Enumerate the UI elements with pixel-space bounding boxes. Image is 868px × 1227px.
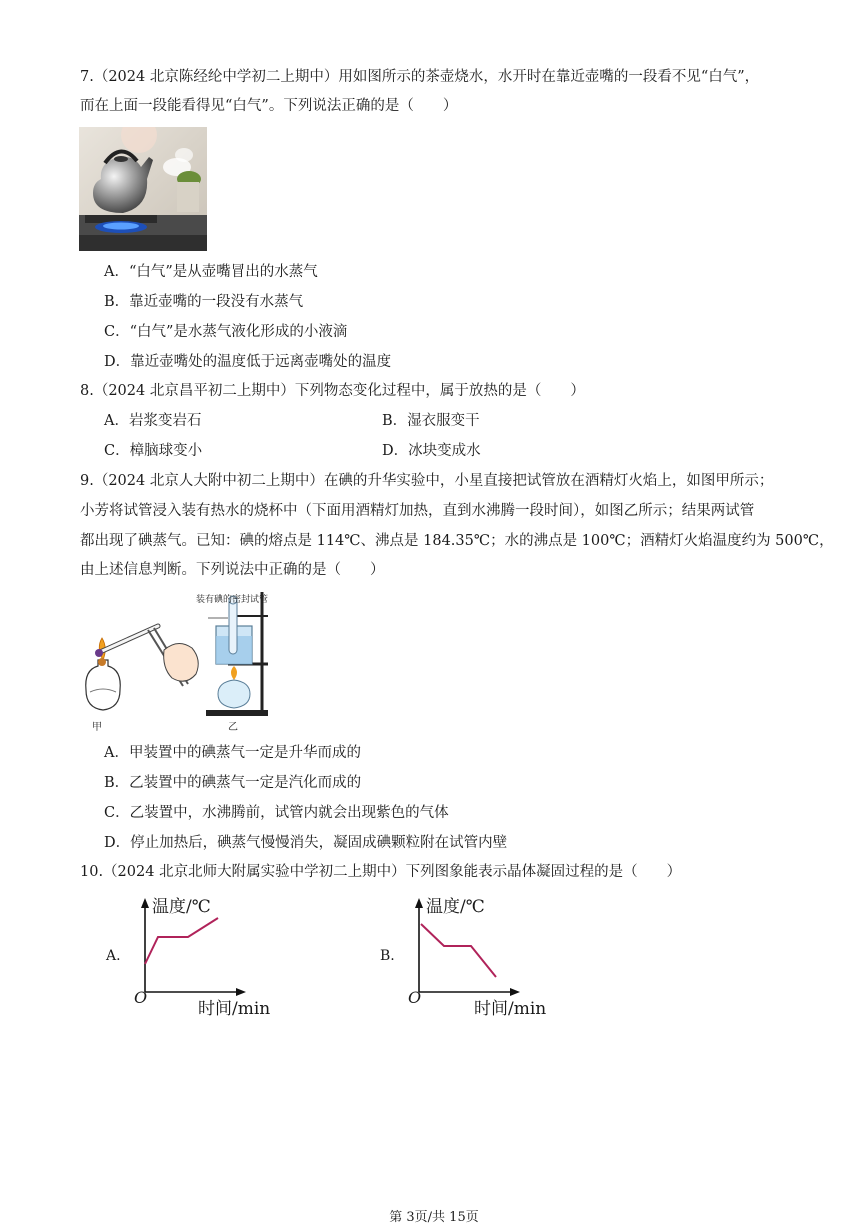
graph-a-option-label: A. — [106, 948, 121, 964]
q10-stem: 10.（2024 北京北师大附属实验中学初二上期中）下列图象能表示晶体凝固过程的是（ ） — [80, 864, 682, 880]
q8-option-d: D．冰块变成水 — [382, 443, 481, 459]
q8-option-b: B．湿衣服变干 — [382, 413, 480, 429]
q9-option-c: C．乙装置中，水沸腾前，试管内就会出现紫色的气体 — [104, 805, 449, 821]
q8-option-a: A．岩浆变岩石 — [104, 413, 202, 429]
q9-option-b: B．乙装置中的碘蒸气一定是汽化而成的 — [104, 775, 362, 791]
graph-a-x-arrow-icon — [236, 988, 246, 996]
graph-b-origin: O — [408, 988, 422, 1007]
graph-a-xlabel: 时间/min — [198, 999, 271, 1019]
kettle-photo — [79, 127, 207, 251]
figure-jia-label: 甲 — [92, 722, 102, 732]
q8-option-c: C．樟脑球变小 — [104, 443, 203, 459]
q7-option-d: D．靠近壶嘴处的温度低于远离壶嘴处的温度 — [104, 354, 392, 370]
graph-b-y-arrow-icon — [415, 898, 423, 908]
q9-stem-line1: 9.（2024 北京人大附中初二上期中）在碘的升华实验中，小星直接把试管放在酒精灯火焰上，如图甲所示； — [80, 473, 774, 489]
graph-a-origin: O — [134, 988, 148, 1007]
page-footer: 第 3页/共 15页 — [389, 1210, 479, 1225]
graph-a-y-arrow-icon — [141, 898, 149, 908]
graph-b — [374, 892, 564, 1022]
q7-option-a: A．“白气”是从壶嘴冒出的水蒸气 — [104, 264, 318, 280]
q7-option-c: C．“白气”是水蒸气液化形成的小液滴 — [104, 324, 348, 340]
q9-stem-line3: 都出现了碘蒸气。已知：碘的熔点是 114℃、沸点是 184.35℃；水的沸点是 100℃；酒精灯火焰温度约为 500℃， — [80, 533, 834, 549]
q9-stem-line4: 由上述信息判断。下列说法中正确的是（ ） — [80, 562, 385, 578]
graph-a-curve — [145, 918, 218, 964]
q7-option-b: B．靠近壶嘴的一段没有水蒸气 — [104, 294, 304, 310]
graph-a-ylabel: 温度/℃ — [152, 897, 211, 917]
graph-b-xlabel: 时间/min — [474, 999, 547, 1019]
figure-yi-label: 乙 — [228, 722, 238, 732]
tube-label: 装有碘的密封试管 — [196, 595, 269, 605]
graph-b-ylabel: 温度/℃ — [426, 897, 485, 917]
q9-stem-line2: 小芳将试管浸入装有热水的烧杯中（下面用酒精灯加热，直到水沸腾一段时间），如图乙所示；结果两试管 — [80, 503, 755, 519]
iodine-apparatus-figure — [78, 590, 278, 732]
graph-b-x-arrow-icon — [510, 988, 520, 996]
graph-b-curve — [421, 924, 496, 977]
q9-option-d: D．停止加热后，碘蒸气慢慢消失，凝固成碘颗粒附在试管内壁 — [104, 835, 508, 851]
graph-b-option-label: B. — [380, 948, 395, 964]
graph-a — [100, 892, 290, 1022]
q8-stem: 8.（2024 北京昌平初二上期中）下列物态变化过程中，属于放热的是（ ） — [80, 383, 585, 399]
q7-stem-line2: 而在上面一段能看得见“白气”。下列说法正确的是（ ） — [80, 98, 458, 114]
q7-stem-line1: 7.（2024 北京陈经纶中学初二上期中）用如图所示的茶壶烧水，水开时在靠近壶嘴的一段看不见“白气”， — [80, 69, 760, 85]
q9-option-a: A．甲装置中的碘蒸气一定是升华而成的 — [104, 745, 361, 761]
